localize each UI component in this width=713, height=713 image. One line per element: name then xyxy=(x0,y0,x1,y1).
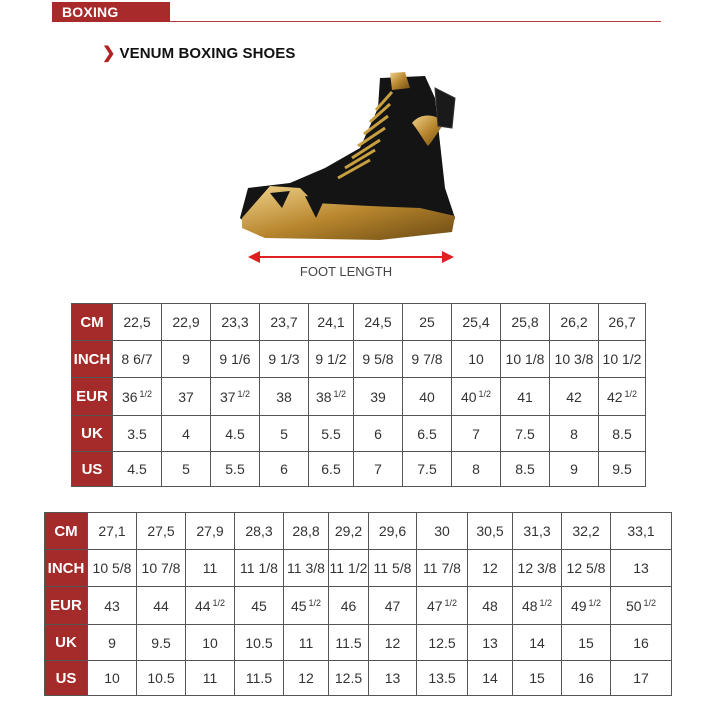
size-cell xyxy=(550,416,599,452)
size-cell xyxy=(369,661,417,696)
size-value: 4 xyxy=(182,425,190,442)
size-cell xyxy=(88,513,137,550)
size-value: 13 xyxy=(633,560,649,576)
size-value: 23,7 xyxy=(270,314,298,330)
size-value: 28,8 xyxy=(292,523,320,539)
size-value: 7 xyxy=(374,461,382,477)
size-value: 4.5 xyxy=(225,425,245,442)
size-cell xyxy=(235,550,284,587)
size-cell xyxy=(403,341,452,378)
size-table-large xyxy=(44,512,672,696)
size-value: 10.5 xyxy=(147,670,175,686)
size-value: 22,5 xyxy=(123,314,151,330)
size-value: 9.5 xyxy=(612,461,632,477)
size-value: 46 xyxy=(340,597,357,614)
size-row-us xyxy=(45,661,672,696)
size-value: 11.5 xyxy=(245,670,273,686)
size-cell xyxy=(88,625,137,661)
size-value: 16 xyxy=(578,670,594,686)
size-row-us xyxy=(72,452,646,487)
size-cell xyxy=(113,452,162,487)
size-value: 33,1 xyxy=(627,523,655,539)
size-cell xyxy=(137,625,186,661)
size-cell xyxy=(562,625,611,661)
size-value: 10 xyxy=(468,351,484,367)
row-header-inch: INCH xyxy=(45,550,88,587)
size-cell xyxy=(113,416,162,452)
size-cell xyxy=(513,587,562,625)
size-cell xyxy=(468,587,513,625)
size-cell xyxy=(501,452,550,487)
size-cell xyxy=(186,513,235,550)
size-value: 11 5/8 xyxy=(373,560,412,576)
size-value: 9 1/2 xyxy=(315,351,347,367)
row-header-eur: EUR xyxy=(45,587,88,625)
size-cell xyxy=(284,550,329,587)
size-value: 25,4 xyxy=(462,314,490,330)
half-size-mark: 1/2 xyxy=(139,388,153,399)
size-value: 12 3/8 xyxy=(517,560,557,576)
product-title xyxy=(102,43,296,63)
size-value: 17 xyxy=(633,670,649,686)
size-value: 11 xyxy=(298,634,314,651)
size-value: 3.5 xyxy=(127,425,147,442)
size-value: 43 xyxy=(104,597,120,614)
size-value: 10 1/2 xyxy=(602,351,642,367)
size-cell xyxy=(513,661,562,696)
size-value: 10 3/8 xyxy=(554,351,594,367)
size-cell xyxy=(137,661,186,696)
size-cell xyxy=(235,661,284,696)
size-value: 8 6/7 xyxy=(121,351,153,367)
size-row-inch xyxy=(72,341,646,378)
size-value: 10 xyxy=(104,670,120,686)
size-cell xyxy=(186,661,235,696)
size-cell xyxy=(309,452,354,487)
size-cell xyxy=(284,513,329,550)
size-cell xyxy=(260,304,309,341)
size-cell xyxy=(235,587,284,625)
size-value: 10.5 xyxy=(245,634,273,651)
size-cell xyxy=(137,513,186,550)
size-value: 9 1/6 xyxy=(219,351,251,367)
size-value: 16 xyxy=(633,634,649,651)
size-cell xyxy=(513,550,562,587)
size-cell xyxy=(611,513,672,550)
size-cell xyxy=(113,341,162,378)
size-cell xyxy=(403,416,452,452)
size-value: 23,3 xyxy=(221,314,249,330)
half-size-mark: 1/2 xyxy=(308,597,322,608)
size-cell xyxy=(354,378,403,416)
size-cell xyxy=(354,341,403,378)
size-value: 9 5/8 xyxy=(362,351,394,367)
size-value: 15 xyxy=(529,670,545,686)
row-header-uk: UK xyxy=(45,625,88,661)
size-cell xyxy=(550,341,599,378)
size-cell xyxy=(550,452,599,487)
size-value: 45 xyxy=(251,597,267,614)
size-cell xyxy=(137,550,186,587)
double-arrow-icon xyxy=(246,249,456,265)
size-value: 6 xyxy=(374,425,382,442)
size-value: 10 7/8 xyxy=(141,560,181,576)
size-cell xyxy=(599,304,646,341)
size-value: 14 xyxy=(482,670,498,686)
size-value: 5.5 xyxy=(225,461,245,477)
size-value: 12.5 xyxy=(334,670,363,686)
size-value: 44 xyxy=(153,597,169,614)
size-cell xyxy=(468,661,513,696)
size-cell xyxy=(186,550,235,587)
size-cell xyxy=(162,378,211,416)
size-cell xyxy=(329,550,369,587)
size-value: 8 xyxy=(472,461,480,477)
size-cell xyxy=(329,513,369,550)
size-cell xyxy=(417,513,468,550)
size-value: 12 xyxy=(482,560,498,576)
size-cell xyxy=(284,661,329,696)
row-header-cm: CM xyxy=(45,513,88,550)
size-cell xyxy=(113,304,162,341)
foot-length-indicator xyxy=(246,249,456,279)
size-value: 36 xyxy=(121,388,138,405)
size-value: 42 xyxy=(606,388,623,405)
size-value: 50 xyxy=(625,597,642,614)
size-cell xyxy=(452,416,501,452)
size-cell xyxy=(403,378,452,416)
size-cell xyxy=(162,416,211,452)
size-value: 11 7/8 xyxy=(423,560,461,576)
size-cell xyxy=(513,513,562,550)
size-cell xyxy=(235,625,284,661)
size-value: 28,3 xyxy=(245,523,273,539)
size-row-uk xyxy=(72,416,646,452)
size-value: 10 1/8 xyxy=(505,351,545,367)
size-value: 27,5 xyxy=(147,523,175,539)
size-cell xyxy=(235,513,284,550)
size-cell xyxy=(501,341,550,378)
size-value: 44 xyxy=(194,597,211,614)
size-row-eur xyxy=(72,378,646,416)
size-value: 8.5 xyxy=(612,425,632,442)
size-cell xyxy=(329,625,369,661)
size-table-small xyxy=(71,303,646,487)
size-value: 11 3/8 xyxy=(287,560,325,576)
row-header-us: US xyxy=(45,661,88,696)
size-cell xyxy=(88,587,137,625)
size-cell xyxy=(329,587,369,625)
size-cell xyxy=(162,341,211,378)
size-value: 38 xyxy=(315,388,332,405)
size-cell xyxy=(369,587,417,625)
size-row-eur xyxy=(45,587,672,625)
half-size-mark: 1/2 xyxy=(212,597,226,608)
size-cell xyxy=(501,378,550,416)
size-cell xyxy=(162,304,211,341)
size-cell xyxy=(186,625,235,661)
size-cell xyxy=(309,378,354,416)
row-header-eur: EUR xyxy=(72,378,113,416)
size-cell xyxy=(452,341,501,378)
size-value: 22,9 xyxy=(172,314,200,330)
size-value: 47 xyxy=(384,597,401,614)
size-value: 26,2 xyxy=(560,314,588,330)
size-value: 11 xyxy=(202,670,218,686)
row-header-inch: INCH xyxy=(72,341,113,378)
size-cell xyxy=(562,587,611,625)
size-value: 13 xyxy=(384,670,401,686)
size-value: 40 xyxy=(419,388,435,405)
size-value: 9 xyxy=(570,461,578,477)
size-cell xyxy=(284,625,329,661)
boxing-shoe-image xyxy=(230,68,470,248)
size-value: 7.5 xyxy=(515,425,535,442)
half-size-mark: 1/2 xyxy=(539,597,553,608)
size-cell xyxy=(369,513,417,550)
size-value: 42 xyxy=(566,388,582,405)
size-value: 26,7 xyxy=(608,314,636,330)
size-value: 48 xyxy=(521,597,538,614)
half-size-mark: 1/2 xyxy=(624,388,638,399)
row-header-cm: CM xyxy=(72,304,113,341)
size-cell xyxy=(599,416,646,452)
size-cell xyxy=(611,661,672,696)
size-cell xyxy=(354,452,403,487)
size-value: 12.5 xyxy=(428,634,456,651)
size-value: 7 xyxy=(472,425,480,442)
size-cell xyxy=(369,625,417,661)
row-header-us: US xyxy=(72,452,113,487)
size-value: 12 xyxy=(384,634,401,651)
foot-length-label: FOOT LENGTH xyxy=(299,264,393,279)
size-row-cm xyxy=(72,304,646,341)
size-value: 25,8 xyxy=(511,314,539,330)
size-value: 9 xyxy=(108,634,116,651)
product-title-text: VENUM BOXING SHOES xyxy=(119,45,296,62)
size-value: 12 xyxy=(298,670,314,686)
size-value: 30 xyxy=(434,523,450,539)
size-cell xyxy=(599,378,646,416)
size-value: 31,3 xyxy=(523,523,551,539)
size-value: 9 7/8 xyxy=(411,351,443,367)
half-size-mark: 1/2 xyxy=(588,597,602,608)
size-value: 13 xyxy=(482,634,498,651)
size-cell xyxy=(452,378,501,416)
size-value: 12 5/8 xyxy=(566,560,606,576)
size-cell xyxy=(260,452,309,487)
size-cell xyxy=(611,587,672,625)
size-cell xyxy=(211,452,260,487)
size-cell xyxy=(403,452,452,487)
size-value: 49 xyxy=(570,597,587,614)
size-cell xyxy=(329,661,369,696)
size-cell xyxy=(417,625,468,661)
size-value: 32,2 xyxy=(572,523,600,539)
size-cell xyxy=(417,661,468,696)
size-cell xyxy=(309,341,354,378)
half-size-mark: 1/2 xyxy=(237,388,251,399)
size-cell xyxy=(513,625,562,661)
size-value: 9 1/3 xyxy=(268,351,300,367)
size-cell xyxy=(284,587,329,625)
half-size-mark: 1/2 xyxy=(333,388,347,399)
size-value: 5 xyxy=(280,425,288,442)
size-value: 7.5 xyxy=(417,461,437,477)
size-value: 27,1 xyxy=(98,523,126,539)
size-value: 15 xyxy=(578,634,594,651)
size-value: 29,2 xyxy=(334,523,363,539)
size-cell xyxy=(211,416,260,452)
size-value: 40 xyxy=(460,388,477,405)
section-divider xyxy=(170,21,661,22)
size-cell xyxy=(468,513,513,550)
chevron-right-icon: ❯ xyxy=(102,45,116,62)
size-cell xyxy=(452,452,501,487)
size-cell xyxy=(562,513,611,550)
size-cell xyxy=(186,587,235,625)
size-cell xyxy=(550,378,599,416)
size-value: 45 xyxy=(290,597,307,614)
size-cell xyxy=(468,625,513,661)
size-cell xyxy=(137,587,186,625)
half-size-mark: 1/2 xyxy=(478,388,492,399)
size-value: 39 xyxy=(370,388,386,405)
size-value: 11 1/2 xyxy=(329,560,368,576)
size-cell xyxy=(550,304,599,341)
size-value: 48 xyxy=(482,597,498,614)
size-value: 6.5 xyxy=(417,425,437,442)
size-value: 25 xyxy=(419,314,435,330)
size-cell xyxy=(260,378,309,416)
size-row-cm xyxy=(45,513,672,550)
size-value: 38 xyxy=(276,388,292,405)
size-value: 10 xyxy=(202,634,218,651)
size-cell xyxy=(260,416,309,452)
size-value: 13.5 xyxy=(428,670,456,686)
size-value: 37 xyxy=(219,388,236,405)
size-value: 30,5 xyxy=(476,523,504,539)
size-value: 37 xyxy=(178,388,194,405)
size-cell xyxy=(501,304,550,341)
half-size-mark: 1/2 xyxy=(444,597,458,608)
size-value: 29,6 xyxy=(378,523,407,539)
size-value: 10 5/8 xyxy=(92,560,132,576)
size-value: 9.5 xyxy=(151,634,171,651)
size-value: 11.5 xyxy=(335,634,362,651)
size-value: 11 1/8 xyxy=(240,560,278,576)
size-value: 6.5 xyxy=(321,461,341,477)
size-value: 41 xyxy=(517,388,533,405)
size-value: 14 xyxy=(529,634,545,651)
size-row-inch xyxy=(45,550,672,587)
size-cell xyxy=(88,550,137,587)
size-row-uk xyxy=(45,625,672,661)
size-value: 9 xyxy=(182,351,190,367)
size-value: 11 xyxy=(202,560,218,576)
size-cell xyxy=(611,625,672,661)
size-cell xyxy=(562,550,611,587)
size-cell xyxy=(417,550,468,587)
size-cell xyxy=(211,378,260,416)
half-size-mark: 1/2 xyxy=(643,597,657,608)
size-cell xyxy=(369,550,417,587)
size-value: 8 xyxy=(570,425,578,442)
size-cell xyxy=(403,304,452,341)
size-cell xyxy=(417,587,468,625)
size-cell xyxy=(562,661,611,696)
size-cell xyxy=(88,661,137,696)
row-header-uk: UK xyxy=(72,416,113,452)
size-cell xyxy=(452,304,501,341)
section-tab: BOXING SHOES xyxy=(52,2,170,22)
size-value: 27,9 xyxy=(196,523,224,539)
size-value: 5 xyxy=(182,461,190,477)
size-cell xyxy=(599,341,646,378)
size-cell xyxy=(260,341,309,378)
size-cell xyxy=(309,416,354,452)
size-cell xyxy=(354,416,403,452)
size-value: 47 xyxy=(426,597,443,614)
size-value: 24,1 xyxy=(317,314,345,330)
size-cell xyxy=(501,416,550,452)
size-cell xyxy=(611,550,672,587)
size-cell xyxy=(468,550,513,587)
size-cell xyxy=(599,452,646,487)
size-value: 8.5 xyxy=(515,461,535,477)
size-cell xyxy=(309,304,354,341)
size-cell xyxy=(113,378,162,416)
size-cell xyxy=(211,341,260,378)
size-value: 24,5 xyxy=(364,314,392,330)
size-cell xyxy=(211,304,260,341)
size-cell xyxy=(162,452,211,487)
size-value: 6 xyxy=(280,461,288,477)
size-value: 5.5 xyxy=(321,425,341,442)
size-cell xyxy=(354,304,403,341)
size-value: 4.5 xyxy=(127,461,147,477)
